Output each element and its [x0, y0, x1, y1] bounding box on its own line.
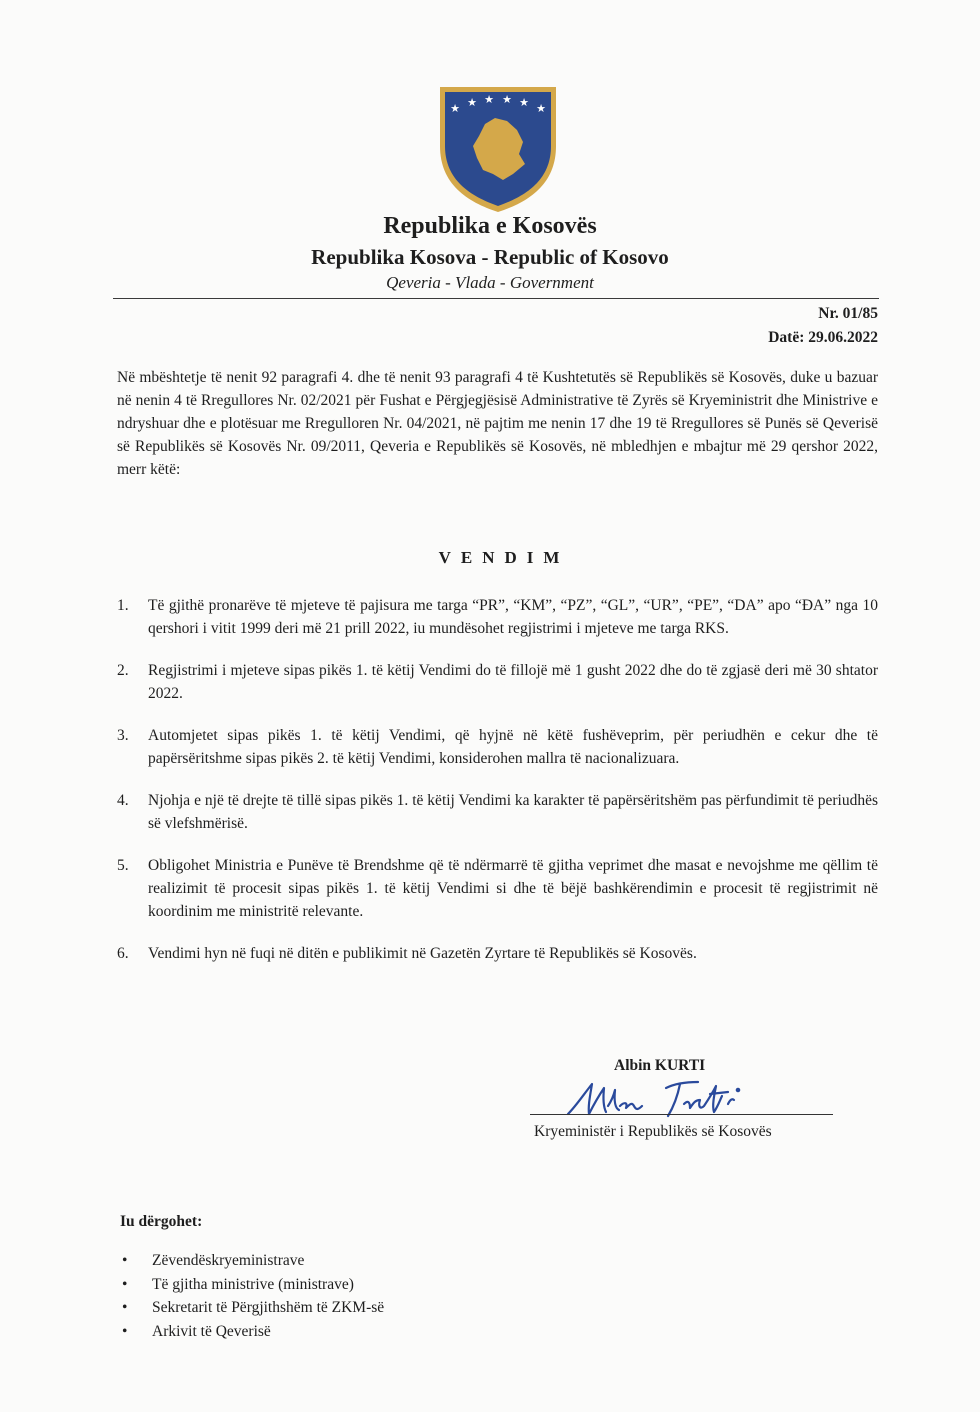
decision-item-number: 2.	[117, 662, 129, 679]
decision-item	[117, 659, 878, 705]
decision-item	[117, 854, 878, 923]
svg-text:★: ★	[536, 102, 546, 115]
list-item	[120, 1273, 384, 1297]
decision-item-number: 3.	[117, 727, 129, 744]
decision-item	[117, 789, 878, 835]
decision-item-text: Njohja e një të drejte të tillë sipas pikës 1. të këtij Vendimi ka karakter të papërsëritshëm pas përfundimit të periudhës së vlefshmërisë.	[148, 792, 878, 832]
svg-text:★: ★	[484, 93, 494, 106]
signatory-name: Albin KURTI	[614, 1057, 706, 1074]
distribution-list	[120, 1249, 384, 1343]
decision-item-text: Të gjithë pronarëve të mjeteve të pajisura me targa “PR”, “KM”, “PZ”, “GL”, “UR”, “PE”, “DA” apo “ĐA” nga 10 qershori i vitit 1999 deri më 21 prill 2022, iu mundësohet regjistrimi i mjeteve me targa RKS.	[148, 597, 878, 637]
recipient-text: Arkivit të Qeverisë	[152, 1322, 271, 1340]
svg-text:★: ★	[467, 96, 477, 109]
header-divider	[113, 298, 879, 299]
svg-text:★: ★	[519, 96, 529, 109]
decision-item-text: Regjistrimi i mjeteve sipas pikës 1. të këtij Vendimi do të fillojë më 1 gusht 2022 dhe do të zgjasë deri më 30 shtator 2022.	[148, 662, 878, 702]
kosovo-coat-of-arms-icon	[437, 84, 559, 214]
handwritten-signature	[562, 1076, 792, 1124]
decision-item-number: 6.	[117, 945, 129, 962]
svg-text:★: ★	[502, 93, 512, 106]
header-republic-albanian: Republika e Kosovës	[383, 213, 597, 239]
document-date: Datë: 29.06.2022	[768, 329, 878, 346]
decision-item-text: Automjetet sipas pikës 1. të këtij Vendimi, që hyjnë në këtë fushëveprim, për periudhën e cekur dhe të papërsëritshme sipas pikës 2. të këtij Vendimi, konsiderohen mallra të nacionalizuara.	[148, 727, 878, 767]
list-item	[120, 1296, 384, 1320]
header-government: Qeveria - Vlada - Government	[386, 273, 594, 292]
signature-line	[530, 1114, 833, 1115]
intro-paragraph: Në mbështetje të nenit 92 paragrafi 4. dhe të nenit 93 paragrafi 4 të Kushtetutës së Republikës së Kosovës, duke u bazuar në nenin 4 të Rregullores Nr. 02/2021 për Fushat e Përgjegjësisë Administrative të Zyrës së Kryeministrit dhe Ministrive e ndryshuar dhe e plotësuar me Rregulloren Nr. 04/2021, në pajtim me nenin 17 dhe 19 të Rregullores së Punës së Qeverisë së Republikës së Kosovës Nr. 09/2011, Qeveria e Republikës së Kosovës, në mbledhjen e mbajtur më 29 qershor 2022, merr këtë:	[117, 369, 878, 478]
decision-title: VENDIM	[438, 548, 570, 567]
decision-item	[117, 942, 878, 965]
recipient-text: Zëvendëskryeministrave	[152, 1252, 305, 1269]
header-republic-serbian-english: Republika Kosova - Republic of Kosovo	[311, 245, 669, 269]
list-item	[120, 1249, 384, 1273]
bullet-icon: •	[122, 1299, 128, 1316]
decision-items	[117, 594, 878, 984]
recipient-text: Sekretarit të Përgjithshëm të ZKM-së	[152, 1299, 385, 1316]
decision-item	[117, 724, 878, 770]
decision-item-text: Vendimi hyn në fuqi në ditën e publikimit në Gazetën Zyrtare të Republikës së Kosovës.	[148, 945, 697, 962]
signatory-title: Kryeministër i Republikës së Kosovës	[534, 1123, 772, 1140]
decision-item	[117, 594, 878, 640]
recipient-text: Të gjitha ministrive (ministrave)	[152, 1275, 354, 1293]
svg-text:★: ★	[450, 102, 460, 115]
distribution-label: Iu dërgohet:	[120, 1213, 203, 1230]
decision-item-text: Obligohet Ministria e Punëve të Brendshme që të ndërmarrë të gjitha veprimet dhe masat e nevojshme me qëllim të realizimit të procesit sipas pikës 1. të këtij Vendimi si dhe të bëjë bashkërendimin e procesit të regjistrimit në koordinim me ministritë relevante.	[148, 857, 878, 920]
decision-item-number: 1.	[117, 597, 129, 614]
list-item	[120, 1320, 384, 1344]
decision-item-number: 4.	[117, 792, 129, 809]
bullet-icon: •	[122, 1275, 128, 1293]
decision-item-number: 5.	[117, 857, 129, 874]
bullet-icon: •	[122, 1252, 128, 1269]
document-number: Nr. 01/85	[818, 305, 878, 322]
bullet-icon: •	[122, 1322, 128, 1340]
